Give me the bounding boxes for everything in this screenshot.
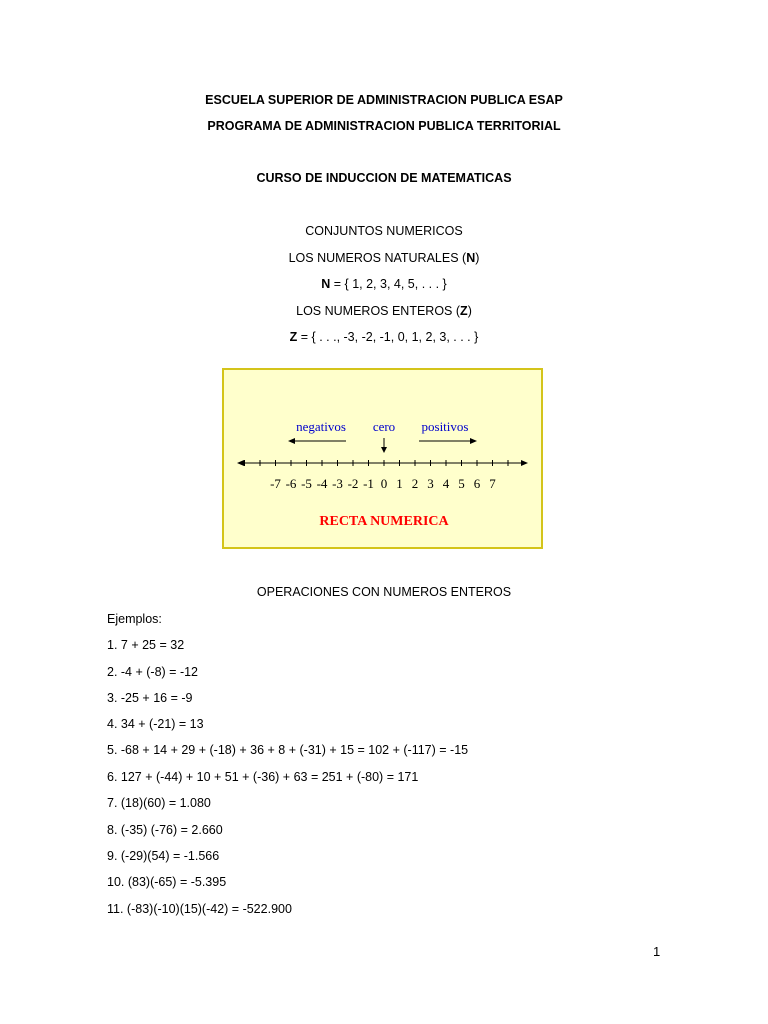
example-item: 10. (83)(-65) = -5.395 — [107, 875, 227, 889]
example-item: 5. -68 + 14 + 29 + (-18) + 36 + 8 + (-31) + 15 = 102 + (-117) = -15 — [107, 743, 469, 757]
tick-label: -4 — [316, 476, 328, 491]
sets-heading: CONJUNTOS NUMERICOS — [305, 224, 463, 238]
operations-heading: OPERACIONES CON NUMEROS ENTEROS — [256, 585, 512, 599]
program-title: PROGRAMA DE ADMINISTRACION PUBLICA TERRITORIAL — [207, 119, 561, 133]
course-title: CURSO DE INDUCCION DE MATEMATICAS — [256, 171, 512, 185]
tick-label: 4 — [442, 476, 450, 491]
page-number: 1 — [653, 944, 661, 959]
number-line-svg — [224, 370, 541, 547]
tick-label: 3 — [427, 476, 434, 491]
integers-definition: Z = { . . ., -3, -2, -1, 0, 1, 2, 3, . . . } — [289, 330, 479, 344]
example-item: 9. (-29)(54) = -1.566 — [107, 849, 220, 863]
example-item: 8. (-35) (-76) = 2.660 — [107, 823, 223, 837]
naturals-label: LOS NUMEROS NATURALES (N) — [288, 251, 480, 265]
example-item: 7. (18)(60) = 1.080 — [107, 796, 211, 810]
tick-label: -6 — [285, 476, 297, 491]
tick-label: 0 — [380, 476, 388, 491]
axis-arrowhead-right — [521, 460, 528, 466]
example-item: 2. -4 + (-8) = -12 — [107, 665, 199, 679]
zero-arrowhead — [381, 447, 387, 453]
examples-label: Ejemplos: — [107, 612, 162, 626]
negatives-label: negativos — [296, 419, 346, 434]
number-line-figure — [222, 368, 543, 549]
tick-label: 5 — [458, 476, 465, 491]
tick-label: -7 — [270, 476, 281, 491]
example-item: 1. 7 + 25 = 32 — [107, 638, 185, 652]
naturals-definition: N = { 1, 2, 3, 4, 5, . . . } — [321, 277, 447, 291]
positives-label: positivos — [421, 419, 469, 434]
tick-label: 2 — [411, 476, 419, 491]
tick-label: -3 — [332, 476, 343, 491]
tick-label: 7 — [489, 476, 496, 491]
example-item: 11. (-83)(-10)(15)(-42) = -522.900 — [107, 902, 292, 916]
example-item: 4. 34 + (-21) = 13 — [107, 717, 204, 731]
tick-label: 6 — [473, 476, 481, 491]
zero-label: cero — [372, 419, 396, 434]
tick-labels — [270, 476, 496, 491]
tick-label: 1 — [396, 476, 403, 491]
axis-arrowhead-left — [237, 460, 244, 466]
integers-label: LOS NUMEROS ENTEROS (Z) — [296, 304, 472, 318]
example-item: 3. -25 + 16 = -9 — [107, 691, 193, 705]
number-line-title: RECTA NUMERICA — [319, 514, 449, 529]
positives-arrowhead — [470, 438, 477, 444]
tick-label: -2 — [347, 476, 359, 491]
negatives-arrowhead — [288, 438, 295, 444]
example-item: 6. 127 + (-44) + 10 + 51 + (-36) + 63 = 251 + (-80) = 171 — [107, 770, 419, 784]
school-title: ESCUELA SUPERIOR DE ADMINISTRACION PUBLICA ESAP — [205, 93, 563, 107]
tick-label: -1 — [363, 476, 374, 491]
tick-label: -5 — [301, 476, 312, 491]
